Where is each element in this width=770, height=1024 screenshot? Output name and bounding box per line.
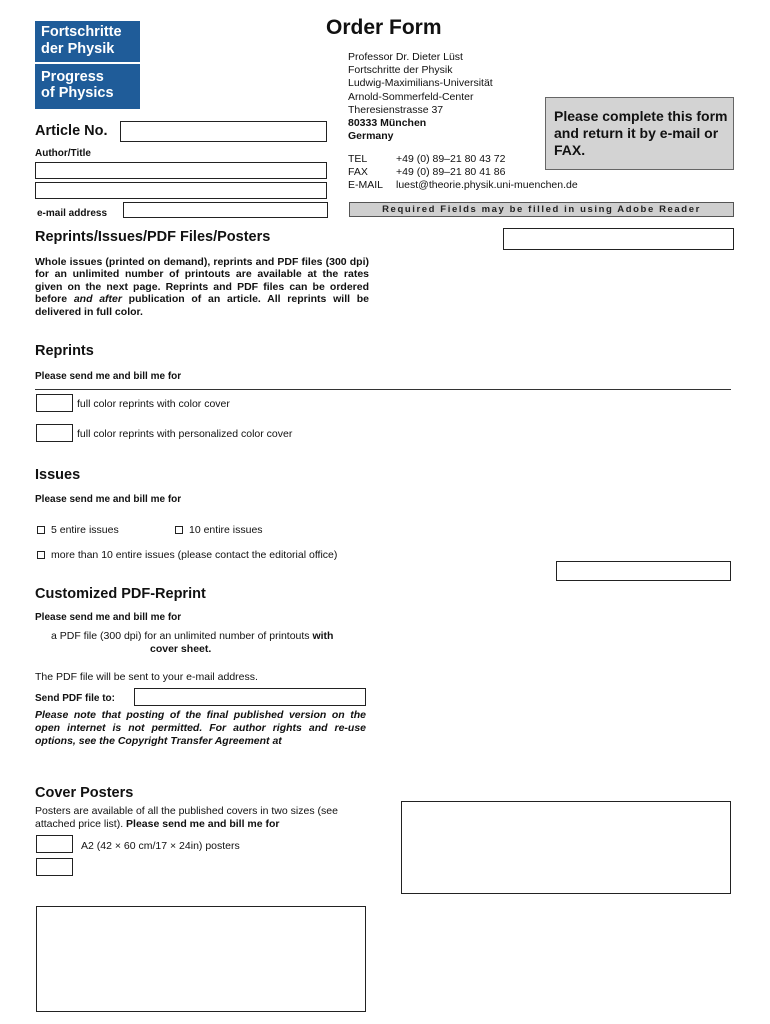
reprints-issues-heading: Reprints/Issues/PDF Files/Posters	[35, 229, 271, 245]
checkbox-icon	[37, 526, 45, 534]
issues-sub: Please send me and bill me for	[35, 494, 182, 505]
issues-heading: Issues	[35, 467, 81, 483]
divider	[35, 389, 731, 390]
posters-text	[35, 805, 370, 831]
posters-qty-1[interactable]	[36, 835, 73, 853]
author-title-label: Author/Title	[35, 148, 91, 159]
send-pdf-field[interactable]	[134, 688, 366, 706]
checkbox-label: more than 10 entire issues (please contact the editorial office)	[51, 549, 338, 561]
logo-line-4: of Physics	[41, 85, 114, 101]
editor-address	[348, 51, 493, 143]
reprints-qty-1[interactable]	[36, 394, 73, 412]
issues-checkbox-5[interactable]	[37, 524, 119, 536]
fax-value: +49 (0) 89–21 80 41 86	[396, 166, 506, 178]
address-line: Arnold-Sommerfeld-Center	[348, 90, 474, 103]
address-line: Fortschritte der Physik	[348, 64, 453, 77]
checkbox-label: 10 entire issues	[189, 524, 263, 536]
fax-label: FAX	[348, 166, 368, 178]
logo-line-3: Progress	[41, 68, 104, 85]
email-address-label: e-mail address	[37, 208, 108, 219]
logo-line-1: Fortschritte	[41, 24, 122, 40]
tel-label: TEL	[348, 153, 368, 165]
pdf-option-bold: with	[312, 630, 334, 642]
address-line: Professor Dr. Dieter Lüst	[348, 51, 463, 63]
pdf-option-text: a PDF file (300 dpi) for an unlimited number of printouts	[51, 630, 313, 642]
posting-note: Please note that posting of the final published version on the open internet is not permitted. For author rights and re-use options, see the Copyright Transfer Agreement at	[35, 709, 366, 747]
posters-heading: Cover Posters	[35, 785, 134, 801]
pdf-option-line-2: cover sheet.	[150, 643, 212, 655]
send-pdf-label: Send PDF file to:	[35, 693, 115, 704]
reprints-option-1: full color reprints with color cover	[77, 398, 230, 410]
pdf-heading: Customized PDF-Reprint	[35, 586, 206, 602]
posters-text-bold: Please send me and bill me for	[126, 818, 280, 830]
logo-line-2: der Physik	[41, 40, 115, 57]
logo-divider	[35, 62, 140, 64]
email-address-field[interactable]	[123, 202, 328, 218]
para-text: Whole issues (printed on demand), reprints and PDF files (300 dpi) for an unlimited number of printouts are available at the rates given on the next page. Reprints and PDF files can be ordered before	[35, 256, 369, 306]
address-line: Ludwig-Maximilians-Universität	[348, 77, 493, 90]
checkbox-icon	[175, 526, 183, 534]
pdf-option-line-1	[51, 630, 333, 643]
author-title-field-1[interactable]	[35, 162, 327, 179]
email-label: E-MAIL	[348, 179, 384, 191]
para-text: publication of an article. All reprints will be delivered in full color.	[35, 293, 370, 318]
tel-value: +49 (0) 89–21 80 43 72	[396, 153, 506, 165]
reprints-heading: Reprints	[35, 343, 94, 359]
posters-qty-2[interactable]	[36, 858, 73, 876]
pdf-sub: Please send me and bill me for	[35, 612, 182, 623]
billing-address-box[interactable]	[36, 906, 366, 1012]
email-value[interactable]: luest@theorie.physik.uni-muenchen.de	[396, 179, 578, 191]
posters-option-1: A2 (42 × 60 cm/17 × 24in) posters	[81, 840, 240, 852]
address-country: Germany	[348, 130, 394, 143]
para-emphasis: and after	[73, 293, 122, 306]
reprints-sub: Please send me and bill me for	[35, 371, 182, 382]
required-fields-bar: Required Fields may be filled in using Adobe Reader	[349, 202, 734, 217]
journal-logo	[35, 21, 140, 109]
article-no-label: Article No.	[35, 123, 108, 139]
reprints-option-2: full color reprints with personalized color cover	[77, 428, 293, 440]
page-title: Order Form	[326, 16, 442, 39]
author-title-field-2[interactable]	[35, 182, 327, 199]
address-city: 80333 München	[348, 117, 427, 130]
issues-checkbox-10[interactable]	[175, 524, 263, 536]
contact-block	[348, 153, 578, 192]
summary-field-1[interactable]	[503, 228, 734, 250]
instructions-notice: Please complete this form and return it by e-mail or FAX.	[545, 97, 734, 170]
summary-field-2[interactable]	[556, 561, 731, 581]
checkbox-icon	[37, 551, 45, 559]
address-line: Theresienstrasse 37	[348, 103, 444, 116]
posters-text-plain: Posters are available of all the published covers in two sizes (see attached price list).	[35, 805, 338, 830]
pdf-sent-text: The PDF file will be sent to your e-mail address.	[35, 671, 258, 683]
article-no-field[interactable]	[120, 121, 327, 142]
issues-checkbox-more[interactable]	[37, 549, 337, 561]
checkbox-label: 5 entire issues	[51, 524, 119, 536]
posters-summary-box[interactable]	[401, 801, 731, 894]
reprints-info-paragraph	[35, 256, 369, 318]
reprints-qty-2[interactable]	[36, 424, 73, 442]
